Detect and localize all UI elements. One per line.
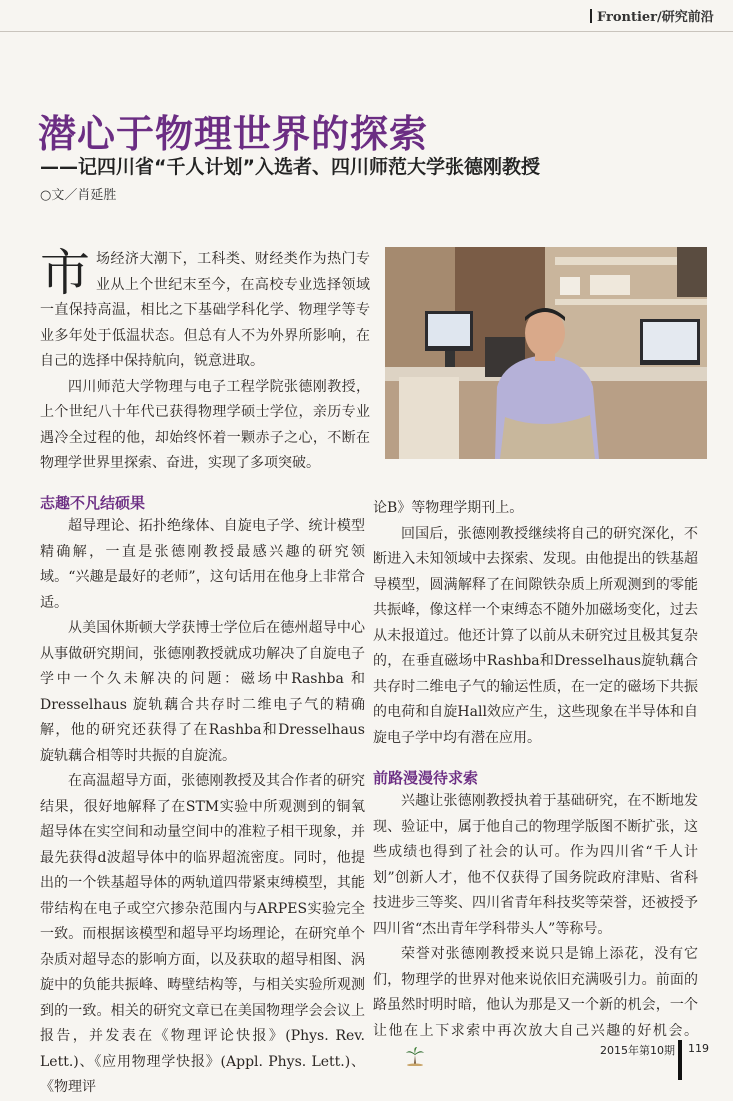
drop-cap: 市 [40, 244, 90, 302]
journal-name: Frontier [597, 10, 658, 25]
body-paragraph: 在高温超导方面，张德刚教授及其合作者的研究结果，很好地解释了在STM实验中所观测到的铜氧超导体在实空间和动量空间中的准粒子相干现象，并最先获得d波超导体中的临界超流密度。同时，他提出的一个铁基超导体的两轨道四带紧束缚模型，其能带结构在电子或空穴掺杂范围内与ARPES实验完全一致。而根据该模型和超导平均场理论，在研究单个杂质对超导态的影响方面，以及获取的超导相图、涡旋中的负能共振峰、畴壁结构等，与相关实验所观测到的一致。相关的研究文章已在美国物理学会会议上报告，并发表在《物理评论快报》(Phys. Rev. Lett.)、《应用物理学快报》(Appl. Phys. Lett.)、《物理评 [40, 773, 365, 1095]
body-paragraph: 回国后，张德刚教授继续将自己的研究深化，不断进入未知领域中去探索、发现。由他提出的铁基超导模型，圆满解释了在间隙铁杂质上所观测到的零能共振峰，像这样一个束缚态不随外加磁场变化，过去从未报道过。他还计算了以前从未研究过且极其复杂的，在垂直磁场中Rashba和Dresselhaus旋轨藕合共存时二维电子气的输运性质，在一定的磁场下共振的电荷和自旋Hall效应产生，这些现象在半导体和自旋电子学中均有潜在应用。 [373, 525, 698, 746]
body-paragraph: 荣誉对张德刚教授来说只是锦上添花，没有它们，物理学的世界对他来说依旧充满吸引力。前面的路虽然时明时暗，他认为那是又一个新的机会，一个让他在上下求索中再次放大自己兴趣的好机会。 [373, 942, 698, 1076]
column-left [40, 492, 365, 1101]
running-head: Frontier/研究前沿 [590, 6, 730, 26]
intro-paragraph-2: 四川师范大学物理与电子工程学院张德刚教授，上个世纪八十年代已获得物理学硕士学位，亲历专业遇冷全过程的他，却始终怀着一颗赤子之心，不断在物理学世界里探索、奋进，实现了多项突破。 [40, 378, 370, 471]
portrait-illustration [385, 247, 707, 459]
section-heading-future: 前路漫漫待求索 [373, 769, 479, 787]
section-name: 研究前沿 [661, 10, 714, 25]
column-right [373, 496, 698, 1076]
footer-bar [678, 1040, 682, 1080]
issue-label: 2015年第10期 [600, 1044, 675, 1057]
byline: ○文／肖延胜 [40, 188, 117, 203]
body-paragraph: 超导理论、拓扑绝缘体、自旋电子学、统计模型精确解，一直是张德刚教授最感兴趣的研究领域。“兴趣是最好的老师”，这句话用在他身上非常合适。 [40, 518, 365, 611]
palm-tree-icon [377, 1046, 425, 1076]
body-paragraph-continued: 论B》等物理学期刊上。 [373, 500, 524, 516]
intro-text [40, 244, 370, 477]
portrait-photo [385, 247, 707, 459]
top-rule [0, 31, 733, 32]
body-paragraph: 兴趣让张德刚教授执着于基础研究，在不断地发现、验证中，属于他自己的物理学版图不断扩张，这些成绩也得到了社会的认可。作为四川省“千人计划”创新人才，他不仅获得了国务院政府津贴、省科技进步三等奖、四川省青年科技奖等荣誉，还被授予四川省“杰出青年学科带头人”等称号。 [373, 793, 698, 937]
article-title: 潜心于物理世界的探索 [38, 112, 429, 156]
page-number: 119 [688, 1042, 709, 1055]
running-head-bar [590, 9, 592, 23]
section-heading-interests: 志趣不凡结硕果 [40, 494, 146, 512]
body-paragraph: 从美国休斯顿大学获博士学位后在德州超导中心从事做研究期间，张德刚教授就成功解决了自旋电子学中一个久未解决的问题：磁场中Rashba 和 Dresselhaus 旋轨藕合共存时二维电子气的精确解，他的研究还获得了在Rashba和Dresselhaus 旋轨藕合相等时共振的自旋流。 [40, 620, 365, 764]
intro-paragraph-1: 市场经济大潮下，工科类、财经类作为热门专业从上个世纪末至今，在高校专业选择领域一直保持高温，相比之下基础学科化学、物理学等专业多年处于低温状态。但总有人不为外界所影响，在自己的选择中保持航向，锐意进取。 [40, 244, 370, 369]
article-subtitle: ——记四川省“千人计划”入选者、四川师范大学张德刚教授 [40, 156, 540, 178]
